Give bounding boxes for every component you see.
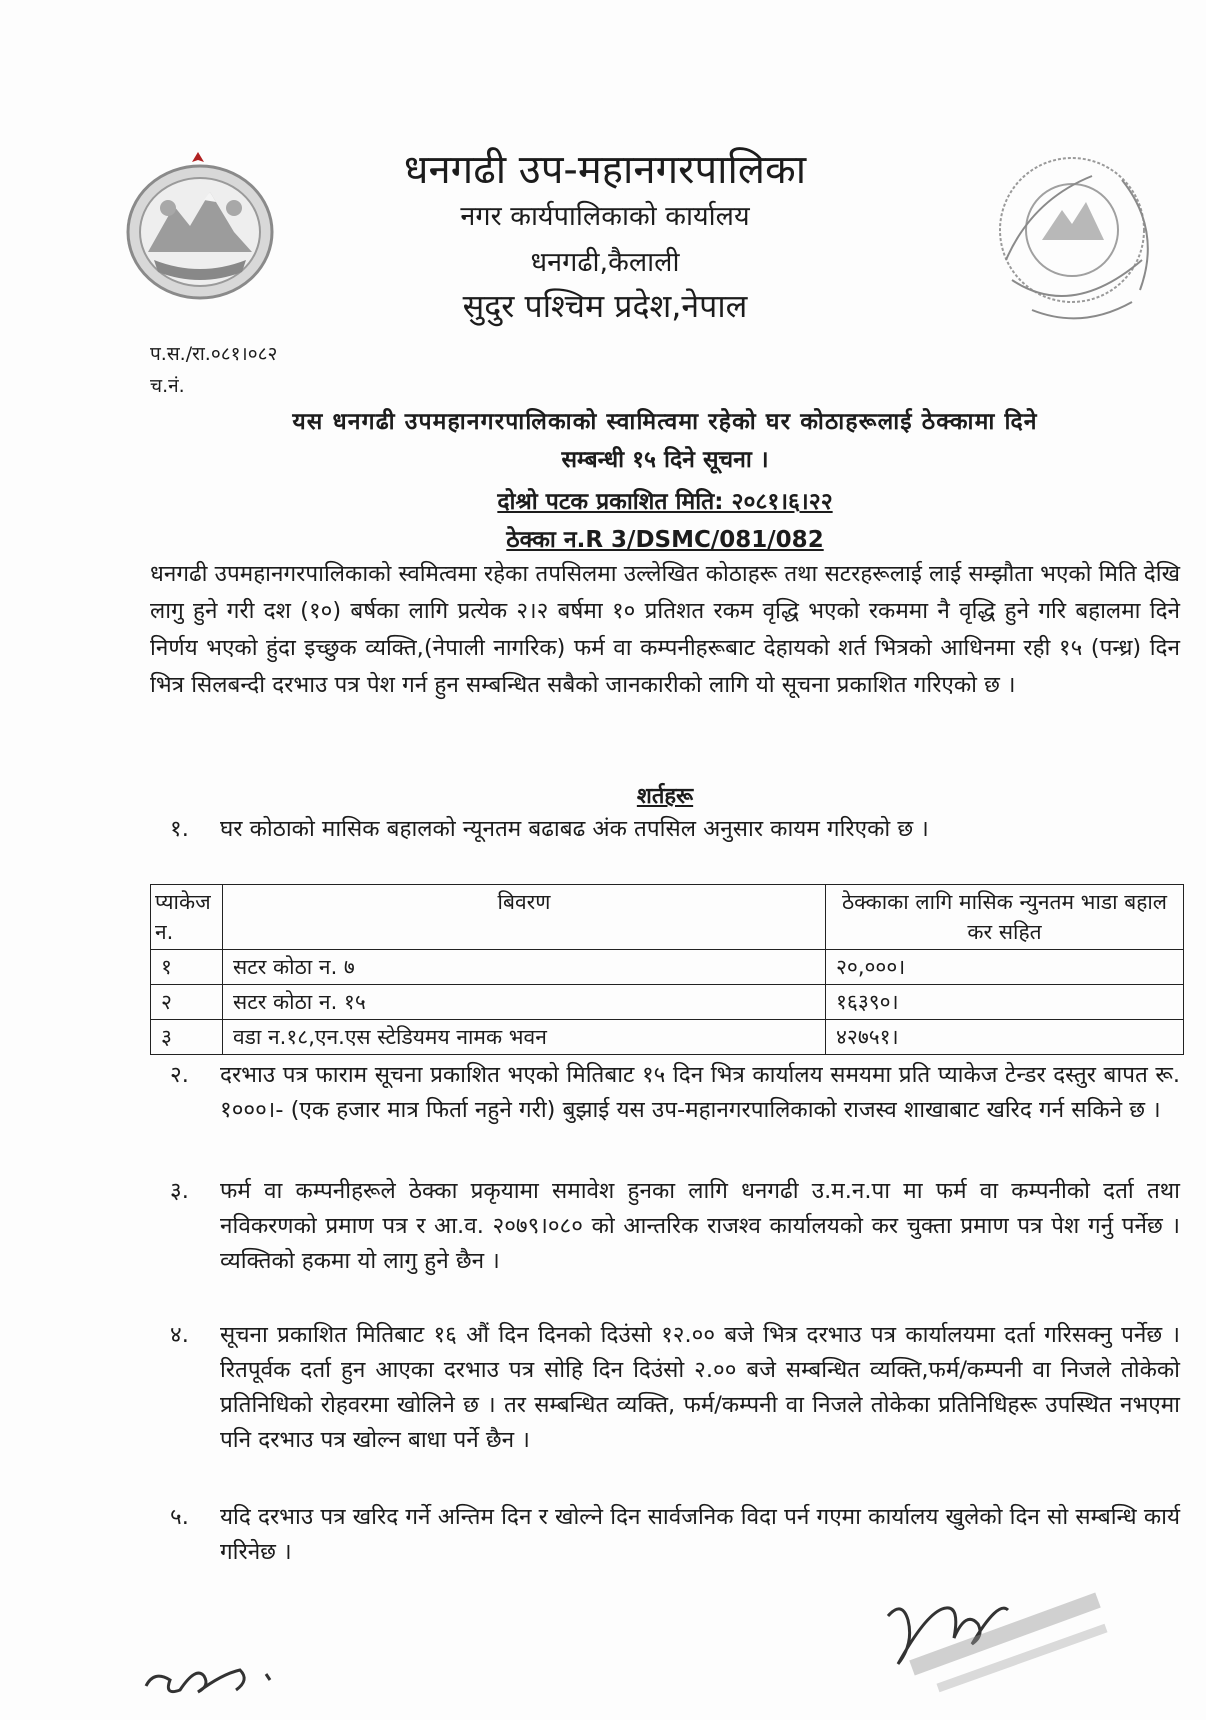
reference-number: प.स./रा.०८१।०८२ <box>150 343 278 365</box>
cell-package: १ <box>151 950 223 985</box>
subject-line-1: यस धनगढी उपमहानगरपालिकाको स्वामित्वमा रहेको घर कोठाहरूलाई ठेक्कामा दिने <box>292 409 1038 435</box>
condition-text: फर्म वा कम्पनीहरूले ठेक्का प्रकृयामा समावेश हुनका लागि धनगढी उ.म.न.पा मा फर्म वा कम्पनीको दर्ता तथा नविकरणको प्रमाण पत्र र आ.व. २०७९।०८० को आन्तरिक राजश्व कार्यालयको कर चुक्ता प्रमाण पत्र पेश गर्नु पर्नेछ । व्यक्तिको हकमा यो लागु हुने छैन । <box>220 1178 1180 1274</box>
condition-number: ३. <box>170 1178 189 1204</box>
initials-icon <box>140 1640 320 1700</box>
office-location: धनगढी,कैलाली <box>530 247 680 278</box>
header-description: बिवरण <box>223 885 826 950</box>
signature-icon <box>868 1580 1118 1700</box>
condition-item <box>170 1500 1180 1570</box>
table-header-row <box>151 885 1184 950</box>
condition-number: ५. <box>170 1504 189 1530</box>
dispatch-number: च.नं. <box>150 375 185 397</box>
condition-number: ४. <box>170 1322 189 1348</box>
condition-item <box>170 1174 1180 1279</box>
contract-number: ठेक्का न.R 3/DSMC/081/082 <box>506 527 824 553</box>
nepal-emblem-icon <box>118 148 283 308</box>
cell-description: वडा न.१८,एन.एस स्टेडियमय नामक भवन <box>223 1020 826 1055</box>
condition-text: घर कोठाको मासिक बहालको न्यूनतम बढाबढ अंक तपसिल अनुसार कायम गरिएको छ । <box>220 816 929 842</box>
condition-text: यदि दरभाउ पत्र खरिद गर्ने अन्तिम दिन र खोल्ने दिन सार्वजनिक विदा पर्न गएमा कार्यालय खुलेको दिन सो सम्बन्धि कार्य गरिनेछ । <box>220 1504 1180 1565</box>
condition-text: दरभाउ पत्र फाराम सूचना प्रकाशित भएको मितिबाट १५ दिन भित्र कार्यालय समयमा प्रति प्याकेज टेन्डर दस्तुर बापत रू. १०००।- (एक हजार मात्र फिर्ता नहुने गरी) बुझाई यस उप-महानगरपालिकाको राजस्व शाखाबाट खरिद गर्न सकिने छ । <box>220 1062 1180 1123</box>
office-name: नगर कार्यपालिकाको कार्यालय <box>460 201 750 232</box>
condition-text: सूचना प्रकाशित मितिबाट १६ औं दिन दिनको दिउंसो १२.०० बजे भित्र दरभाउ पत्र कार्यालयमा दर्ता गरिसक्नु पर्नेछ । रितपूर्वक दर्ता हुन आएका दरभाउ पत्र सोहि दिन दिउंसो २.०० बजे सम्बन्धित व्यक्ति,फर्म/कम्पनी वा निजले तोकेको प्रतिनिधिको रोहवरमा खोलिने छ । तर सम्बन्धित व्यक्ति, फर्म/कम्पनी वा निजले तोकेका प्रतिनिधिहरू उपस्थित नभएमा पनि दरभाउ पत्र खोल्न बाधा पर्ने छैन । <box>220 1322 1180 1453</box>
condition-item <box>170 1058 1180 1128</box>
cell-package: २ <box>151 985 223 1020</box>
cell-description: सटर कोठा न. ७ <box>223 950 826 985</box>
publish-date: दोश्रो पटक प्रकाशित मिति: २०८१।६।२२ <box>497 489 833 515</box>
cell-rent: १६३९०। <box>826 985 1184 1020</box>
conditions-heading: शर्तहरू <box>636 784 694 809</box>
table-row <box>151 950 1184 985</box>
cell-description: सटर कोठा न. १५ <box>223 985 826 1020</box>
table-row <box>151 985 1184 1020</box>
notice-paragraph: धनगढी उपमहानगरपालिकाको स्वमित्वमा रहेका तपसिलमा उल्लेखित कोठाहरू तथा सटरहरूलाई लाई सम्झौता भएको मिति देखि लागु हुने गरी दश (१०) बर्षका लागि प्रत्येक २।२ बर्षमा १० प्रतिशत रकम वृद्धि भएको रकममा नै वृद्धि हुने गरि बहालमा दिने निर्णय भएको हुंदा इच्छुक व्यक्ति,(नेपाली नागरिक) फर्म वा कम्पनीहरूबाट देहायको शर्त भित्रको आधिनमा रही १५ (पन्ध्र) दिन भित्र सिलबन्दी दरभाउ पत्र पेश गर्न हुन सम्बन्धित सबैको जानकारीको लागि यो सूचना प्रकाशित गरिएको छ । <box>150 561 1180 698</box>
office-stamp-icon <box>972 140 1192 340</box>
rent-table <box>150 884 1184 1055</box>
condition-number: २. <box>170 1062 189 1088</box>
province-name: सुदुर पश्चिम प्रदेश,नेपाल <box>462 287 748 325</box>
condition-item <box>170 812 1180 847</box>
condition-item <box>170 1318 1180 1458</box>
subject-line-2: सम्बन्धी १५ दिने सूचना । <box>561 447 769 473</box>
condition-number: १. <box>170 816 189 842</box>
header-package: प्याकेज न. <box>151 885 223 950</box>
cell-rent: २०,०००। <box>826 950 1184 985</box>
table-row <box>151 1020 1184 1055</box>
header-rent: ठेक्काका लागि मासिक न्युनतम भाडा बहाल कर सहित <box>826 885 1184 950</box>
org-name: धनगढी उप-महानगरपालिका <box>403 147 807 193</box>
cell-rent: ४२७५१। <box>826 1020 1184 1055</box>
cell-package: ३ <box>151 1020 223 1055</box>
